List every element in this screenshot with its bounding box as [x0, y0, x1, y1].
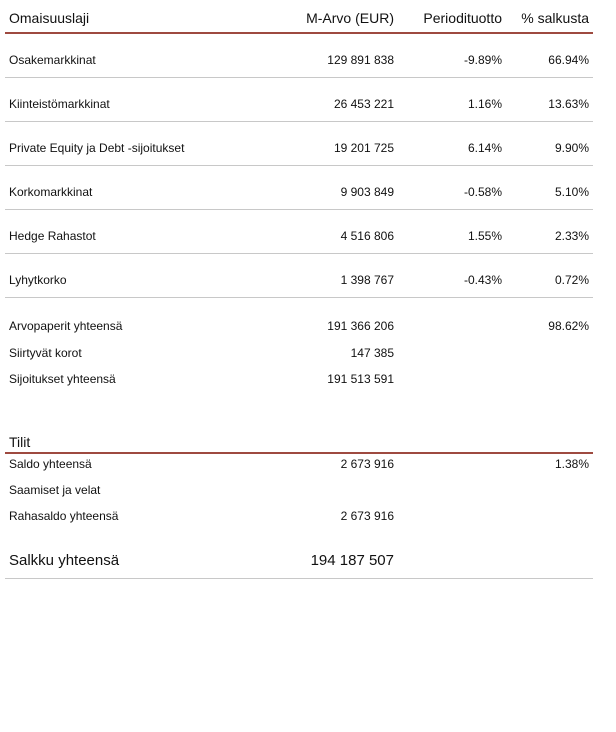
summary-name: Arvopaperit yhteensä: [9, 319, 123, 333]
summary-row-accrued-interest: [5, 335, 593, 361]
asset-value: 26 453 221: [333, 97, 394, 111]
header-portfolio-share: % salkusta: [521, 10, 589, 26]
asset-value: 1 398 767: [340, 273, 394, 287]
asset-name: Private Equity ja Debt -sijoitukset: [9, 141, 185, 155]
asset-share: 13.63%: [548, 97, 589, 111]
asset-return: -0.43%: [463, 273, 502, 287]
asset-value: 4 516 806: [340, 229, 394, 243]
account-share: 1.38%: [554, 457, 589, 471]
asset-share: 9.90%: [554, 141, 589, 155]
summary-row-securities-total: [5, 298, 593, 335]
summary-value: 191 513 591: [327, 372, 394, 386]
summary-row-investments-total: [5, 361, 593, 387]
asset-value: 19 201 725: [333, 141, 394, 155]
asset-share: 66.94%: [548, 53, 589, 67]
asset-value: 9 903 849: [340, 185, 394, 199]
account-name: Saamiset ja velat: [9, 483, 101, 497]
asset-row-real-estate: [5, 78, 593, 122]
accounts-header: [5, 422, 593, 454]
account-value: 2 673 916: [340, 457, 394, 471]
asset-value: 129 891 838: [327, 53, 394, 67]
section-spacer: [5, 387, 593, 422]
asset-row-equity: [5, 34, 593, 78]
header-market-value: M-Arvo (EUR): [306, 10, 394, 26]
asset-row-fixed-income: [5, 166, 593, 210]
summary-name: Sijoitukset yhteensä: [9, 372, 116, 386]
asset-name: Osakemarkkinat: [9, 53, 96, 67]
asset-row-short-rate: [5, 254, 593, 298]
portfolio-total-value: 194 187 507: [310, 552, 394, 569]
asset-share: 0.72%: [554, 273, 589, 287]
account-row-receivables-payables: [5, 480, 593, 506]
header-period-return: Periodituotto: [423, 10, 502, 26]
summary-value: 147 385: [350, 346, 394, 360]
asset-return: 6.14%: [467, 141, 502, 155]
asset-return: -9.89%: [463, 53, 502, 67]
summary-share: 98.62%: [548, 319, 589, 333]
asset-name: Kiinteistömarkkinat: [9, 97, 110, 111]
asset-row-hedge-funds: [5, 210, 593, 254]
account-value: 2 673 916: [340, 509, 394, 523]
asset-row-private-equity: [5, 122, 593, 166]
header-asset-class: Omaisuuslaji: [9, 10, 90, 26]
summary-name: Siirtyvät korot: [9, 346, 82, 360]
asset-return: 1.55%: [467, 229, 502, 243]
asset-name: Lyhytkorko: [9, 273, 67, 287]
asset-name: Hedge Rahastot: [9, 229, 96, 243]
portfolio-total-label: Salkku yhteensä: [9, 552, 120, 569]
summary-value: 191 366 206: [327, 319, 394, 333]
asset-share: 2.33%: [554, 229, 589, 243]
account-row-cash-total: [5, 506, 593, 532]
portfolio-report: [5, 0, 593, 579]
portfolio-total-row: [5, 532, 593, 579]
account-name: Saldo yhteensä: [9, 457, 92, 471]
asset-name: Korkomarkkinat: [9, 185, 93, 199]
table-header: [5, 0, 593, 34]
asset-share: 5.10%: [554, 185, 589, 199]
account-row-balance-total: [5, 454, 593, 480]
accounts-title: Tilit: [9, 434, 31, 450]
account-name: Rahasaldo yhteensä: [9, 509, 119, 523]
asset-return: -0.58%: [463, 185, 502, 199]
asset-return: 1.16%: [467, 97, 502, 111]
